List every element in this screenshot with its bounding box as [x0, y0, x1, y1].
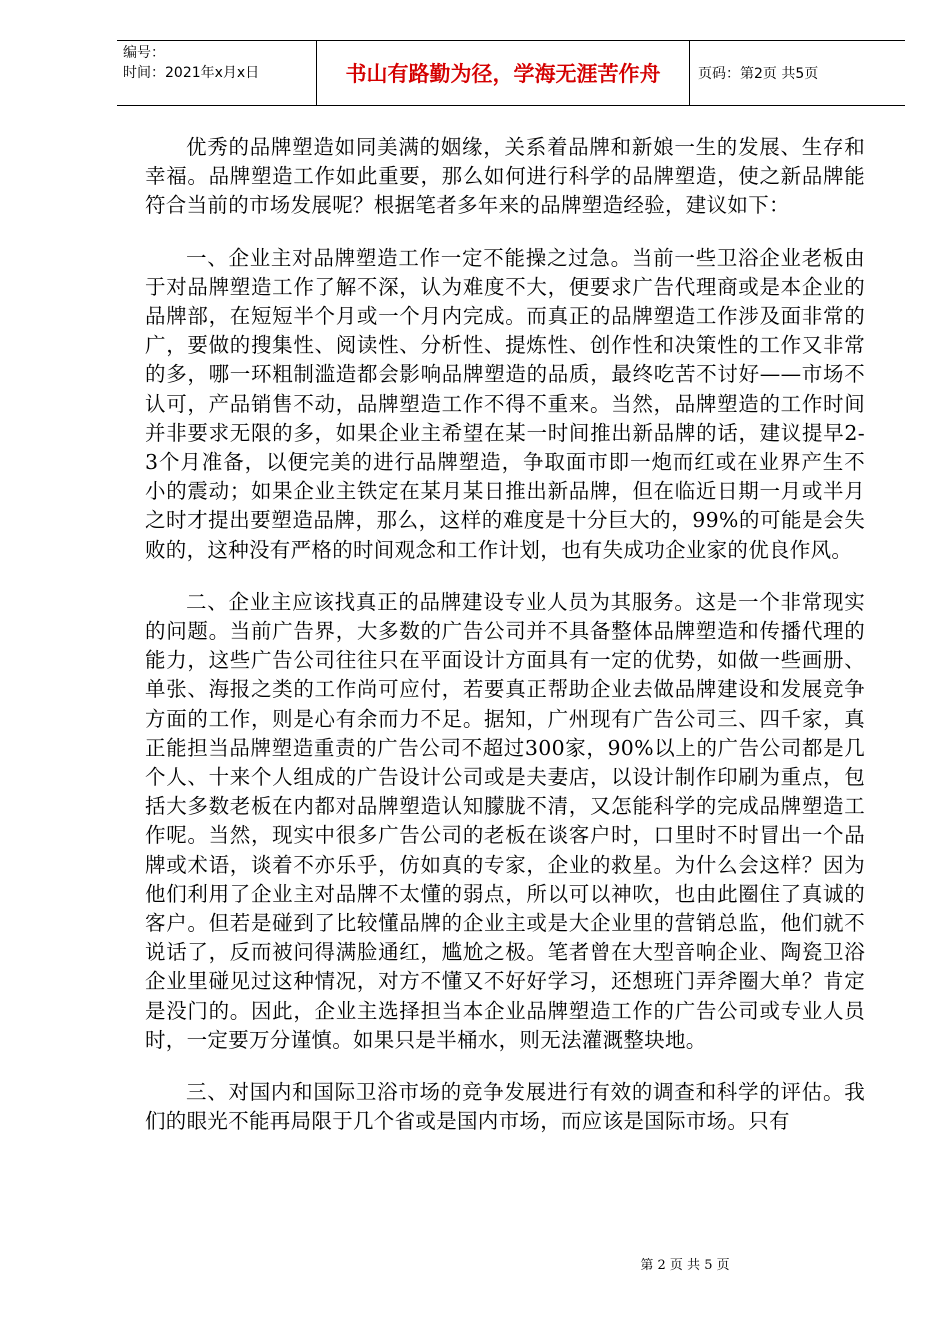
header-time-label: 时间：2021年x月x日 — [123, 65, 260, 81]
header-motto: 书山有路勤为径，学海无涯苦作舟 — [317, 41, 690, 105]
page-header — [117, 40, 905, 106]
header-meta — [117, 41, 317, 105]
header-number-label: 编号： — [123, 45, 165, 61]
paragraph: 一、企业主对品牌塑造工作一定不能操之过急。当前一些卫浴企业老板由于对品牌塑造工作了解不深，认为难度不大，便要求广告代理商或是本企业的品牌部，在短短半个月或一个月内完成。而真正的品牌塑造工作涉及面非常的广，要做的搜集性、阅读性、分析性、提炼性、创作性和决策性的工作又非常的多，哪一环粗制滥造都会影响品牌塑造的品质，最终吃苦不讨好——市场不认可，产品销售不动，品牌塑造工作不得不重来。当然，品牌塑造的工作时间并非要求无限的多，如果企业主希望在某一时间推出新品牌的话，建议提早2-3个月准备，以便完美的进行品牌塑造，争取面市即一炮而红或在业界产生不小的震动；如果企业主铁定在某月某日推出新品牌，但在临近日期一月或半月之时才提出要塑造品牌，那么，这样的难度是十分巨大的，99%的可能是会失败的，这种没有严格的时间观念和工作计划，也有失成功企业家的优良作风。 — [145, 245, 865, 562]
paragraph: 三、对国内和国际卫浴市场的竞争发展进行有效的调查和科学的评估。我们的眼光不能再局限于几个省或是国内市场，而应该是国际市场。只有 — [145, 1080, 865, 1134]
header-page-label: 页码：第2页 共5页 — [698, 66, 819, 82]
page-footer: 第 2 页 共 5 页 — [640, 1258, 730, 1273]
paragraph: 优秀的品牌塑造如同美满的姻缘，关系着品牌和新娘一生的发展、生存和幸福。品牌塑造工作如此重要，那么如何进行科学的品牌塑造，使之新品牌能符合当前的市场发展呢？根据笔者多年来的品牌塑造经验，建议如下： — [145, 135, 865, 218]
paragraph: 二、企业主应该找真正的品牌建设专业人员为其服务。这是一个非常现实的问题。当前广告界，大多数的广告公司并不具备整体品牌塑造和传播代理的能力，这些广告公司往往只在平面设计方面具有一定的优势，如做一些画册、单张、海报之类的工作尚可应付，若要真正帮助企业去做品牌建设和发展竞争方面的工作，则是心有余而力不足。据知，广州现有广告公司三、四千家，真正能担当品牌塑造重责的广告公司不超过300家，90%以上的广告公司都是几个人、十来个人组成的广告设计公司或是夫妻店，以设计制作印刷为重点，包括大多数老板在内都对品牌塑造认知朦胧不清，又怎能科学的完成品牌塑造工作呢。当然，现实中很多广告公司的老板在谈客户时，口里时不时冒出一个品牌或术语，谈着不亦乐乎，仿如真的专家，企业的救星。为什么会这样？因为他们利用了企业主对品牌不太懂的弱点，所以可以神吹，也由此圈住了真诚的客户。但若是碰到了比较懂品牌的企业主或是大企业里的营销总监，他们就不说话了，反而被问得满脸通红，尴尬之极。笔者曾在大型音响企业、陶瓷卫浴企业里碰见过这种情况，对方不懂又不好好学习，还想班门弄斧圈大单？肯定是没门的。因此，企业主选择担当本企业品牌塑造工作的广告公司或专业人员时，一定要万分谨慎。如果只是半桶水，则无法灌溉整块地。 — [145, 589, 865, 1052]
document-body — [145, 133, 865, 1160]
